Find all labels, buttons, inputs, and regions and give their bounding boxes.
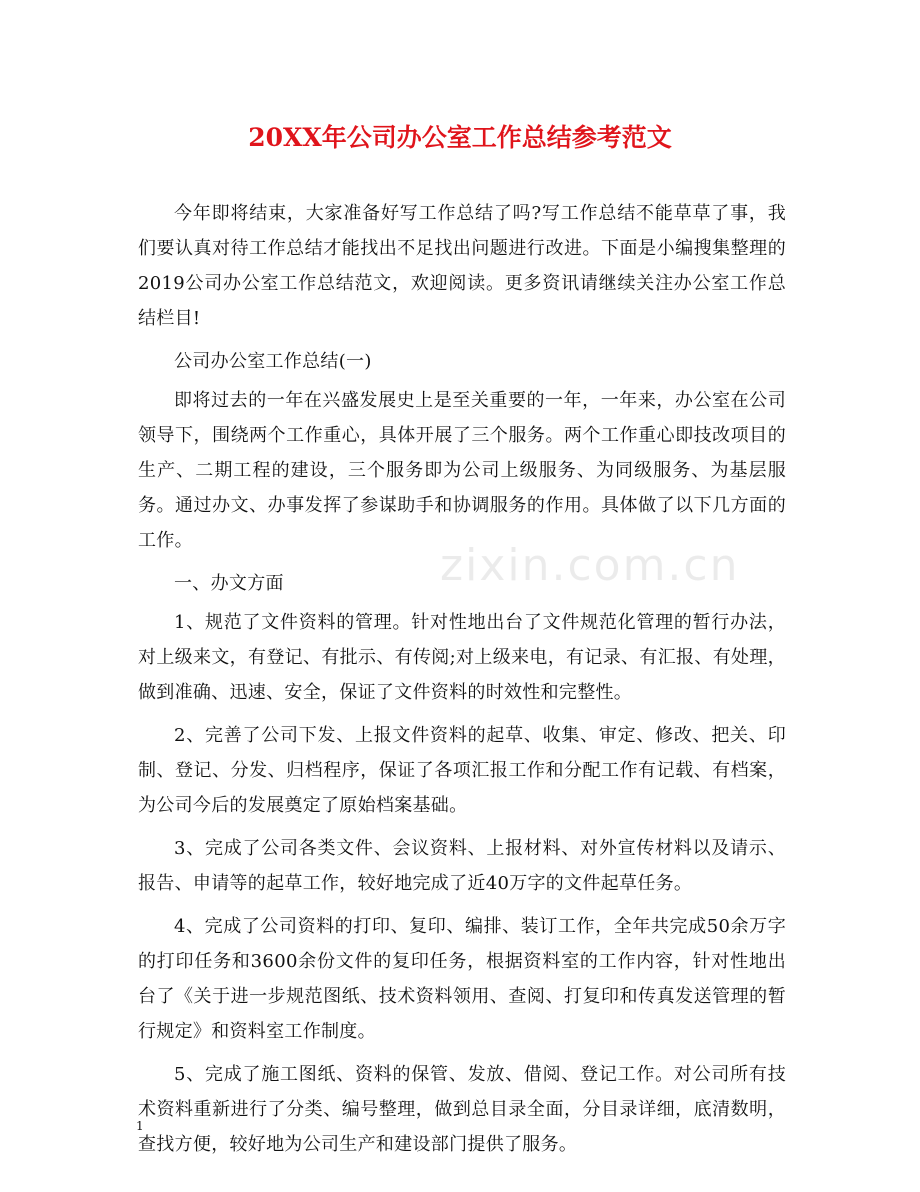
item-paragraph-4: 4、完成了公司资料的打印、复印、编排、装订工作，全年共完成50余万字的打印任务和3600余份文件的复印任务，根据资料室的工作内容，针对性地出台了《关于进一步规范图纸、技术资料领用、查阅、打复印和传真发送管理的暂行规定》和资料室工作制度。 (138, 916, 786, 1042)
document-title: 20XX年公司办公室工作总结参考范文 (248, 123, 672, 152)
overview-paragraph: 即将过去的一年在兴盛发展史上是至关重要的一年，一年来，办公室在公司领导下，围绕两个工作重心，具体开展了三个服务。两个工作重心即技改项目的生产、二期工程的建设，三个服务即为公司上级服务、为同级服务、为基层服务。通过办文、办事发挥了参谋助手和协调服务的作用。具体做了以下几方面的工作。 (138, 390, 786, 551)
watermark: zixin.com.cn (440, 540, 740, 591)
section-heading: 公司办公室工作总结(一) (174, 351, 372, 372)
subsection-heading: 一、办文方面 (174, 573, 284, 594)
item-paragraph-5: 5、完成了施工图纸、资料的保管、发放、借阅、登记工作。对公司所有技术资料重新进行了分类、编号整理，做到总目录全面，分目录详细，底清数明，查找方便，较好地为公司生产和建设部门提供了服务。 (138, 1064, 786, 1155)
document-body (138, 196, 786, 1170)
intro-paragraph: 今年即将结束，大家准备好写工作总结了吗?写工作总结不能草草了事，我们要认真对待工作总结才能找出不足找出问题进行改进。下面是小编搜集整理的2019公司办公室工作总结范文，欢迎阅读。更多资讯请继续关注办公室工作总结栏目! (138, 203, 786, 329)
item-paragraph-2: 2、完善了公司下发、上报文件资料的起草、收集、审定、修改、把关、印制、登记、分发、归档程序，保证了各项汇报工作和分配工作有记载、有档案，为公司今后的发展奠定了原始档案基础。 (138, 725, 786, 816)
item-paragraph-3: 3、完成了公司各类文件、会议资料、上报材料、对外宣传材料以及请示、报告、申请等的起草工作，较好地完成了近40万字的文件起草任务。 (138, 838, 786, 894)
item-paragraph-1: 1、规范了文件资料的管理。针对性地出台了文件规范化管理的暂行办法，对上级来文，有登记、有批示、有传阅;对上级来电，有记录、有汇报、有处理，做到准确、迅速、安全，保证了文件资料的时效性和完整性。 (138, 612, 786, 703)
page-number: 1 (136, 1119, 144, 1133)
